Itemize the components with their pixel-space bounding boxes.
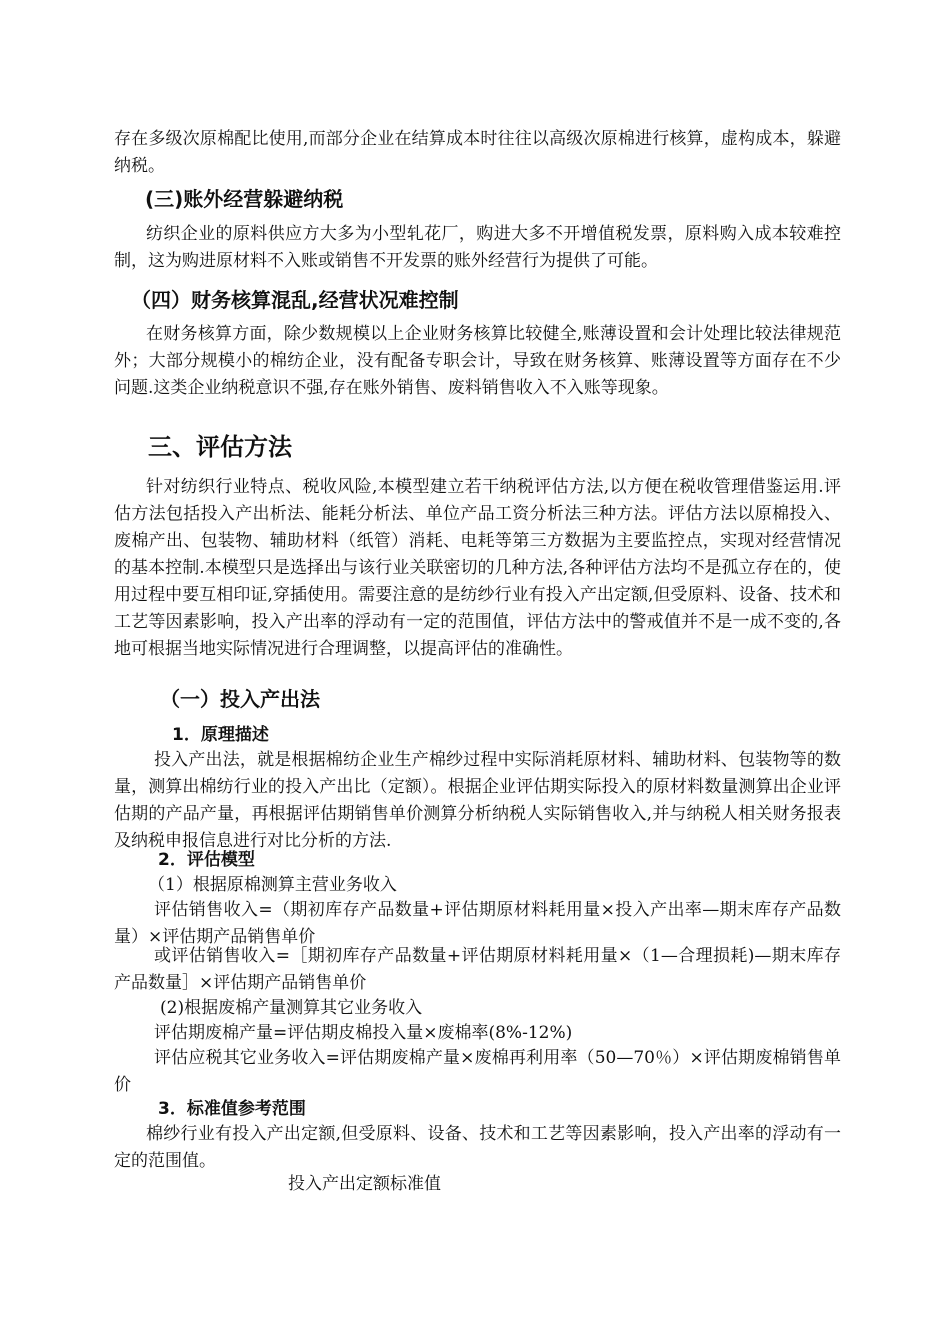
table-caption: 投入产出定额标准值 <box>288 1174 441 1194</box>
paragraph-principle: 投入产出法，就是根据棉纺企业生产棉纱过程中实际消耗原材料、辅助材料、包装物等的数量，测算出棉纺行业的投入产出比（定额）。根据企业评估期实际投入的原材料数量测算出企业评估期的产品产量，再根据评估期销售单价测算分析纳税人实际销售收入,并与纳税人相关财务报表及纳税申报信息进行对比分析的方法. <box>114 750 841 851</box>
model-item-2: (2)根据废棉产量测算其它业务收入 <box>160 998 423 1018</box>
heading-io-method: （一）投入产出法 <box>160 687 320 711</box>
paragraph-section-4: 在财务核算方面，除少数规模以上企业财务核算比较健全,账薄设置和会计处理比较法律规范外；大部分规模小的棉纺企业，没有配备专职会计，导致在财务核算、账薄设置等方面存在不少问题.这类企业纳税意识不强,存在账外销售、废料销售收入不入账等现象。 <box>114 324 841 398</box>
model-formula-3: 评估期废棉产量=评估期皮棉投入量×废棉率(8%-12%) <box>154 1023 573 1043</box>
paragraph-top: 存在多级次原棉配比使用,而部分企业在结算成本时往往以高级次原棉进行核算，虚构成本，躲避纳税。 <box>114 129 841 176</box>
paragraph-section-3: 纺织企业的原料供应方大多为小型轧花厂，购进大多不开增值税发票，原料购入成本较难控制，这为购进原材料不入账或销售不开发票的账外经营行为提供了可能。 <box>114 224 841 271</box>
heading-model: 2．评估模型 <box>158 850 255 870</box>
paragraph-chapter-3: 针对纺织行业特点、税收风险,本模型建立若干纳税评估方法,以方便在税收管理借鉴运用.评估方法包括投入产出析法、能耗分析法、单位产品工资分析法三种方法。评估方法以原棉投入、废棉产出、包装物、辅助材料（纸管）消耗、电耗等第三方数据为主要监控点，实现对经营情况的基本控制.本模型只是选择出与该行业关联密切的几种方法,各种评估方法均不是孤立存在的，使用过程中要互相印证,穿插使用。需要注意的是纺纱行业有投入产出定额,但受原料、设备、技术和工艺等因素影响，投入产出率的浮动有一定的范围值，评估方法中的警戒值并不是一成不变的,各地可根据当地实际情况进行合理调整，以提高评估的准确性。 <box>114 477 841 659</box>
model-formula-2: 或评估销售收入=［期初库存产品数量+评估期原材料耗用量×（1—合理损耗)—期末库存产品数量］×评估期产品销售单价 <box>114 946 841 993</box>
heading-standard-range: 3．标准值参考范围 <box>158 1099 306 1119</box>
paragraph-standard-range: 棉纱行业有投入产出定额,但受原料、设备、技术和工艺等因素影响，投入产出率的浮动有一定的范围值。 <box>114 1124 841 1171</box>
model-item-1: （1）根据原棉测算主营业务收入 <box>148 875 397 895</box>
model-formula-4: 评估应税其它业务收入=评估期废棉产量×废棉再利用率（50—70％）×评估期废棉销售单价 <box>114 1048 841 1095</box>
heading-section-4: （四）财务核算混乱,经营状况难控制 <box>131 288 459 312</box>
heading-principle: 1．原理描述 <box>172 725 269 745</box>
heading-section-3: (三)账外经营躲避纳税 <box>145 187 344 211</box>
model-formula-1: 评估销售收入=（期初库存产品数量+评估期原材料耗用量×投入产出率—期末库存产品数量）×评估期产品销售单价 <box>114 900 841 947</box>
heading-chapter-3: 三、评估方法 <box>148 433 292 461</box>
